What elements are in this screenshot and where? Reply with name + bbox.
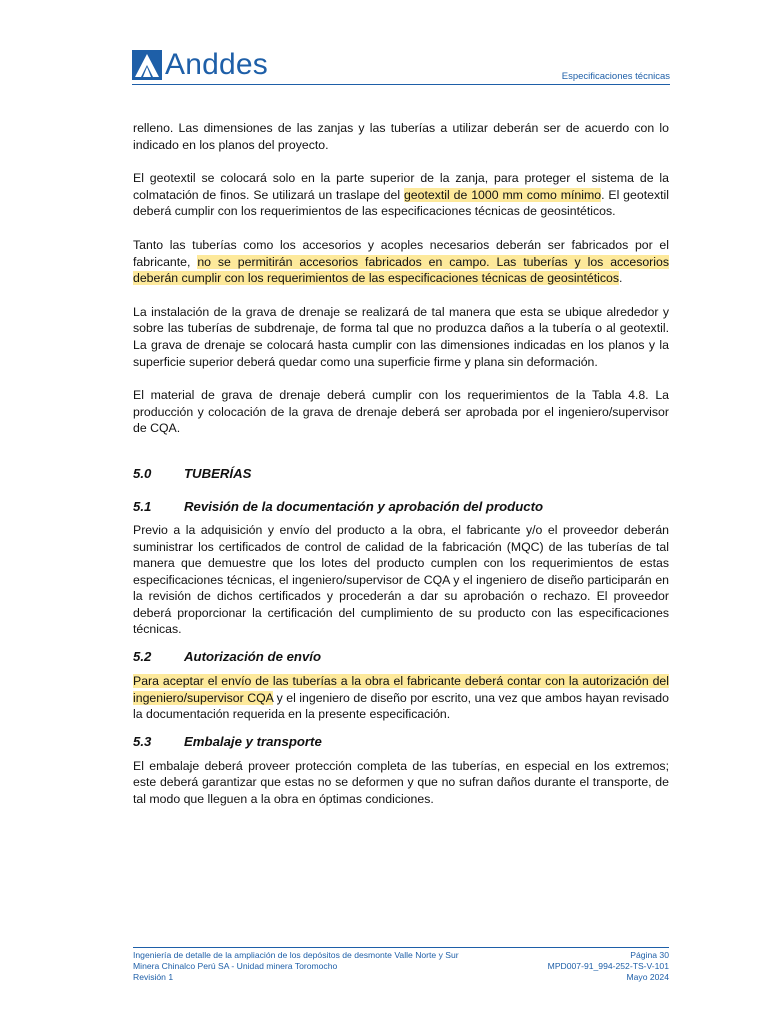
paragraph-autorizacion-envio [133, 673, 669, 723]
paragraph-relleno: relleno. Las dimensiones de las zanjas y las tuberías a utilizar deberán ser de acuerdo con lo indicado en los planos del proyecto. [133, 121, 669, 152]
section-heading-5-0 [133, 465, 669, 482]
paragraph-revision-documentacion: Previo a la adquisición y envío del producto a la obra, el fabricante y/o el proveedor deberán suministrar los certificados de control de calidad de la fabricación (MQC) de las tuberías de tal manera que demuestre que los lotes del producto cumplen con los requerimientos de estas especificaciones técnicas, el ingeniero/supervisor de CQA y el ingeniero de diseño participarán en la revisión de dichos certificados y procederán a dar su aprobación o rechazo. El proveedor deberá proporcionar la certificación del cumplimiento de su producto con las especificaciones técnicas. [133, 522, 669, 637]
paragraph-geotextil [133, 170, 669, 220]
anddes-logo [132, 50, 268, 80]
header-section-label: Especificaciones técnicas [561, 71, 670, 82]
section-title: Autorización de envío [184, 649, 322, 665]
text-run: Tanto las tuberías como los accesorios y acoples necesarios deberán ser fabricados por el fabricante, [133, 237, 669, 269]
section-heading-5-1 [133, 498, 669, 515]
section-number: 5.1 [133, 498, 152, 514]
footer-revision: Revisión 1 [133, 972, 174, 982]
page-header [132, 48, 670, 85]
footer-document-code: MPD007-91_994-252-TS-V-101 [547, 961, 669, 971]
section-title: TUBERÍAS [184, 465, 252, 481]
section-title: Revisión de la documentación y aprobación del producto [184, 498, 544, 514]
footer-row [133, 972, 669, 983]
paragraph-embalaje: El embalaje deberá proveer protección completa de las tuberías, en especial en los extremos; este deberá garantizar que estas no se deformen y que no sufran daños durante el transporte, de tal modo que lleguen a la obra en óptimas condiciones. [133, 758, 669, 807]
section-number: 5.2 [133, 649, 152, 665]
text-run: y el ingeniero de diseño por escrito, una vez que ambos hayan revisado la documentación requerida en la presente especificación. [133, 690, 669, 722]
highlighted-text: no se permitirán accesorios fabricados en campo. Las tuberías y los accesorios deberán cumplir con los requerimientos de las especificaciones técnicas de geosintéticos [133, 254, 669, 286]
footer-page-number: Página 30 [630, 950, 669, 960]
highlighted-text: Para aceptar el envío de las tuberías a la obra el fabricante deberá contar con la autorización del ingeniero/supervisor CQA [133, 674, 669, 705]
logo-text: Anddes [165, 48, 268, 81]
section-number: 5.0 [133, 465, 152, 481]
text-run: . El geotextil deberá cumplir con los requerimientos de las especificaciones técnicas de geosintéticos. [133, 187, 669, 219]
footer-row [133, 961, 669, 972]
section-heading-5-3 [133, 733, 669, 750]
paragraph-tuberias-accesorios [133, 237, 669, 287]
section-title: Embalaje y transporte [184, 733, 322, 749]
section-number: 5.3 [133, 733, 152, 749]
text-run: El geotextil se colocará solo en la parte superior de la zanja, para proteger el sistema de la colmatación de finos. Se utilizará un traslape del [133, 171, 669, 202]
footer-date: Mayo 2024 [626, 972, 669, 982]
footer-client: Minera Chinalco Perú SA - Unidad minera Toromocho [133, 961, 338, 971]
footer-project-title: Ingeniería de detalle de la ampliación de los depósitos de desmonte Valle Norte y Sur [133, 950, 459, 960]
page-footer [133, 947, 669, 983]
paragraph-grava-instalacion: La instalación de la grava de drenaje se realizará de tal manera que esta se ubique alrededor y sobre las tuberías de subdrenaje, de forma tal que no produzca daños a la tubería o al geotextil. La grava de drenaje se colocará hasta cumplir con las dimensiones indicadas en los planos y la superficie superior deberá quedar como una superficie firme y plana sin deformación. [133, 304, 669, 369]
highlighted-text: geotextil de 1000 mm como mínimo [403, 187, 602, 202]
document-body [133, 120, 669, 808]
anddes-logo-icon [132, 50, 162, 80]
paragraph-grava-material: El material de grava de drenaje deberá cumplir con los requerimientos de la Tabla 4.8. La producción y colocación de la grava de drenaje deberá ser aprobada por el ingeniero/supervisor de CQA. [133, 388, 669, 436]
text-run: . [619, 271, 623, 286]
footer-row [133, 950, 669, 961]
section-heading-5-2 [133, 648, 669, 665]
